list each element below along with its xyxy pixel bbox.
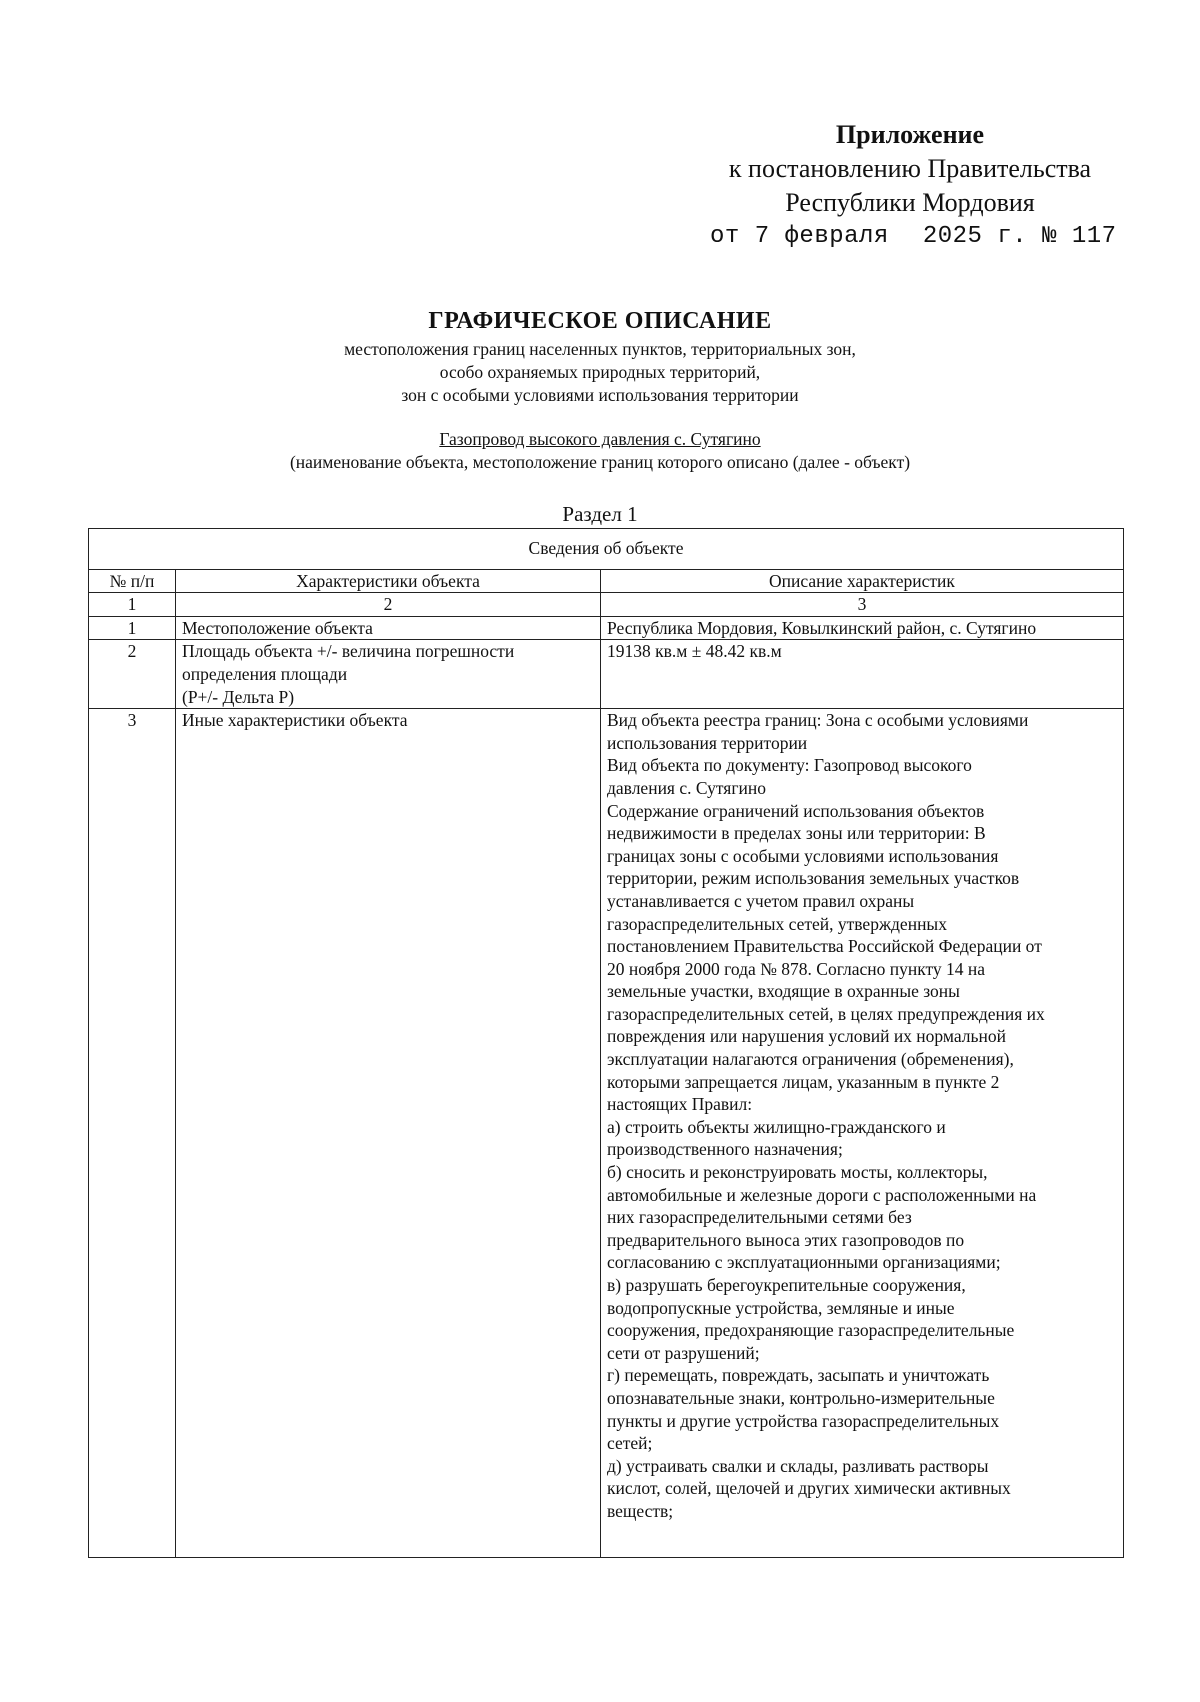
cell-line: сооружения, предохраняющие газораспределительные bbox=[607, 1320, 1015, 1341]
cell-line: сетей; bbox=[607, 1433, 653, 1454]
table-header-row bbox=[89, 569, 1124, 593]
document-subtitle bbox=[0, 338, 1200, 407]
table-row bbox=[89, 640, 1124, 709]
object-name: Газопровод высокого давления с. Сутягино bbox=[439, 429, 761, 449]
object-caption: (наименование объекта, местоположение границ которого описано (далее - объект) bbox=[289, 452, 911, 472]
cell-line: территории, режим использования земельных участков bbox=[607, 868, 1020, 889]
column-header-number: № п/п bbox=[89, 569, 176, 593]
cell-line: устанавливается с учетом правил охраны bbox=[607, 890, 915, 911]
cell-line: автомобильные и железные дороги с расположенными на bbox=[607, 1184, 1037, 1205]
cell-line: 20 ноября 2000 года № 878. Согласно пункту 14 на bbox=[607, 958, 986, 979]
appendix-line-1: к постановлению Правительства bbox=[728, 154, 1092, 183]
cell-line: кислот, солей, щелочей и других химически активных bbox=[607, 1478, 1011, 1499]
column-number-row bbox=[89, 593, 1124, 617]
appendix-date-suffix: 2025 г. № 117 bbox=[922, 223, 1117, 250]
cell-line: б) сносить и реконструировать мосты, коллекторы, bbox=[607, 1162, 988, 1183]
cell-line: д) устраивать свалки и склады, разливать растворы bbox=[607, 1455, 989, 1476]
table-caption: Сведения об объекте bbox=[89, 529, 1124, 570]
cell-line: опознавательные знаки, контрольно-измерительные bbox=[607, 1387, 995, 1408]
cell-line: которыми запрещается лицам, указанным в пункте 2 bbox=[607, 1071, 1000, 1092]
subtitle-line: особо охраняемых природных территорий, bbox=[439, 362, 761, 382]
cell-line: пункты и другие устройства газораспределительных bbox=[607, 1410, 1000, 1431]
cell-line: повреждения или нарушения условий их нормальной bbox=[607, 1026, 1006, 1047]
cell-line: Вид объекта по документу: Газопровод высокого bbox=[607, 755, 972, 776]
cell-line: водопропускные устройства, земляные и иные bbox=[607, 1297, 955, 1318]
table-caption-row bbox=[89, 529, 1124, 570]
cell-line: давления с. Сутягино bbox=[607, 777, 766, 798]
appendix-title: Приложение bbox=[835, 120, 985, 149]
row-characteristic bbox=[176, 616, 601, 640]
cell-line: 19138 кв.м ± 48.42 кв.м bbox=[607, 641, 782, 662]
cell-line: г) перемещать, повреждать, засыпать и уничтожать bbox=[607, 1365, 990, 1386]
object-name-block bbox=[0, 428, 1200, 474]
cell-line: сети от разрушений; bbox=[607, 1342, 760, 1363]
cell-line: предварительного выноса этих газопроводов по bbox=[607, 1229, 965, 1250]
cell-line: (Р+/- Дельта Р) bbox=[182, 686, 295, 707]
subtitle-line: зон с особыми условиями использования территории bbox=[401, 385, 799, 405]
cell-line: Площадь объекта +/- величина погрешности bbox=[182, 641, 515, 662]
cell-line: использования территории bbox=[607, 732, 808, 753]
row-characteristic bbox=[176, 640, 601, 709]
cell-line: постановлением Правительства Российской Федерации от bbox=[607, 936, 1042, 957]
cell-line: Местоположение объекта bbox=[182, 617, 373, 638]
cell-line: согласованию с эксплуатационными организациями; bbox=[607, 1252, 1001, 1273]
cell-line: производственного назначения; bbox=[607, 1139, 843, 1160]
document-title: ГРАФИЧЕСКОЕ ОПИСАНИЕ bbox=[428, 308, 772, 334]
cell-line: определения площади bbox=[182, 663, 348, 684]
row-description bbox=[601, 709, 1124, 1558]
row-description bbox=[601, 616, 1124, 640]
column-number: 3 bbox=[601, 593, 1124, 617]
cell-line: земельные участки, входящие в охранные зоны bbox=[607, 981, 960, 1002]
row-number: 2 bbox=[89, 640, 176, 709]
cell-line: газораспределительных сетей, в целях предупреждения их bbox=[607, 1003, 1045, 1024]
cell-line: Республика Мордовия, Ковылкинский район, с. Сутягино bbox=[607, 617, 1037, 638]
column-number: 2 bbox=[176, 593, 601, 617]
row-number: 3 bbox=[89, 709, 176, 1558]
cell-line: настоящих Правил: bbox=[607, 1094, 753, 1115]
cell-line: газораспределительных сетей, утвержденных bbox=[607, 913, 947, 934]
cell-line: границах зоны с особыми условиями использования bbox=[607, 845, 999, 866]
cell-line: них газораспределительными сетями без bbox=[607, 1207, 912, 1228]
table-row bbox=[89, 616, 1124, 640]
row-description bbox=[601, 640, 1124, 709]
section-title: Раздел 1 bbox=[562, 502, 638, 526]
object-info-table bbox=[88, 528, 1124, 1558]
appendix-block bbox=[690, 118, 1130, 254]
cell-line: Иные характеристики объекта bbox=[182, 710, 408, 731]
row-characteristic bbox=[176, 709, 601, 1558]
cell-line: Содержание ограничений использования объектов bbox=[607, 800, 985, 821]
column-header-characteristic: Характеристики объекта bbox=[176, 569, 601, 593]
row-number: 1 bbox=[89, 616, 176, 640]
subtitle-line: местоположения границ населенных пунктов, территориальных зон, bbox=[344, 339, 856, 359]
column-number: 1 bbox=[89, 593, 176, 617]
cell-line: Вид объекта реестра границ: Зона с особыми условиями bbox=[607, 710, 1029, 731]
appendix-date bbox=[690, 220, 1130, 254]
cell-line: веществ; bbox=[607, 1500, 674, 1521]
cell-line: а) строить объекты жилищно-гражданского и bbox=[607, 1116, 946, 1137]
cell-line: эксплуатации налагаются ограничения (обременения), bbox=[607, 1049, 1014, 1070]
appendix-date-prefix: от 7 февраля bbox=[710, 223, 889, 250]
column-header-description: Описание характеристик bbox=[601, 569, 1124, 593]
cell-line: в) разрушать берегоукрепительные сооружения, bbox=[607, 1275, 966, 1295]
appendix-line-2: Республики Мордовия bbox=[785, 188, 1035, 217]
table-row bbox=[89, 709, 1124, 1558]
cell-line: недвижимости в пределах зоны или территории: В bbox=[607, 823, 986, 844]
